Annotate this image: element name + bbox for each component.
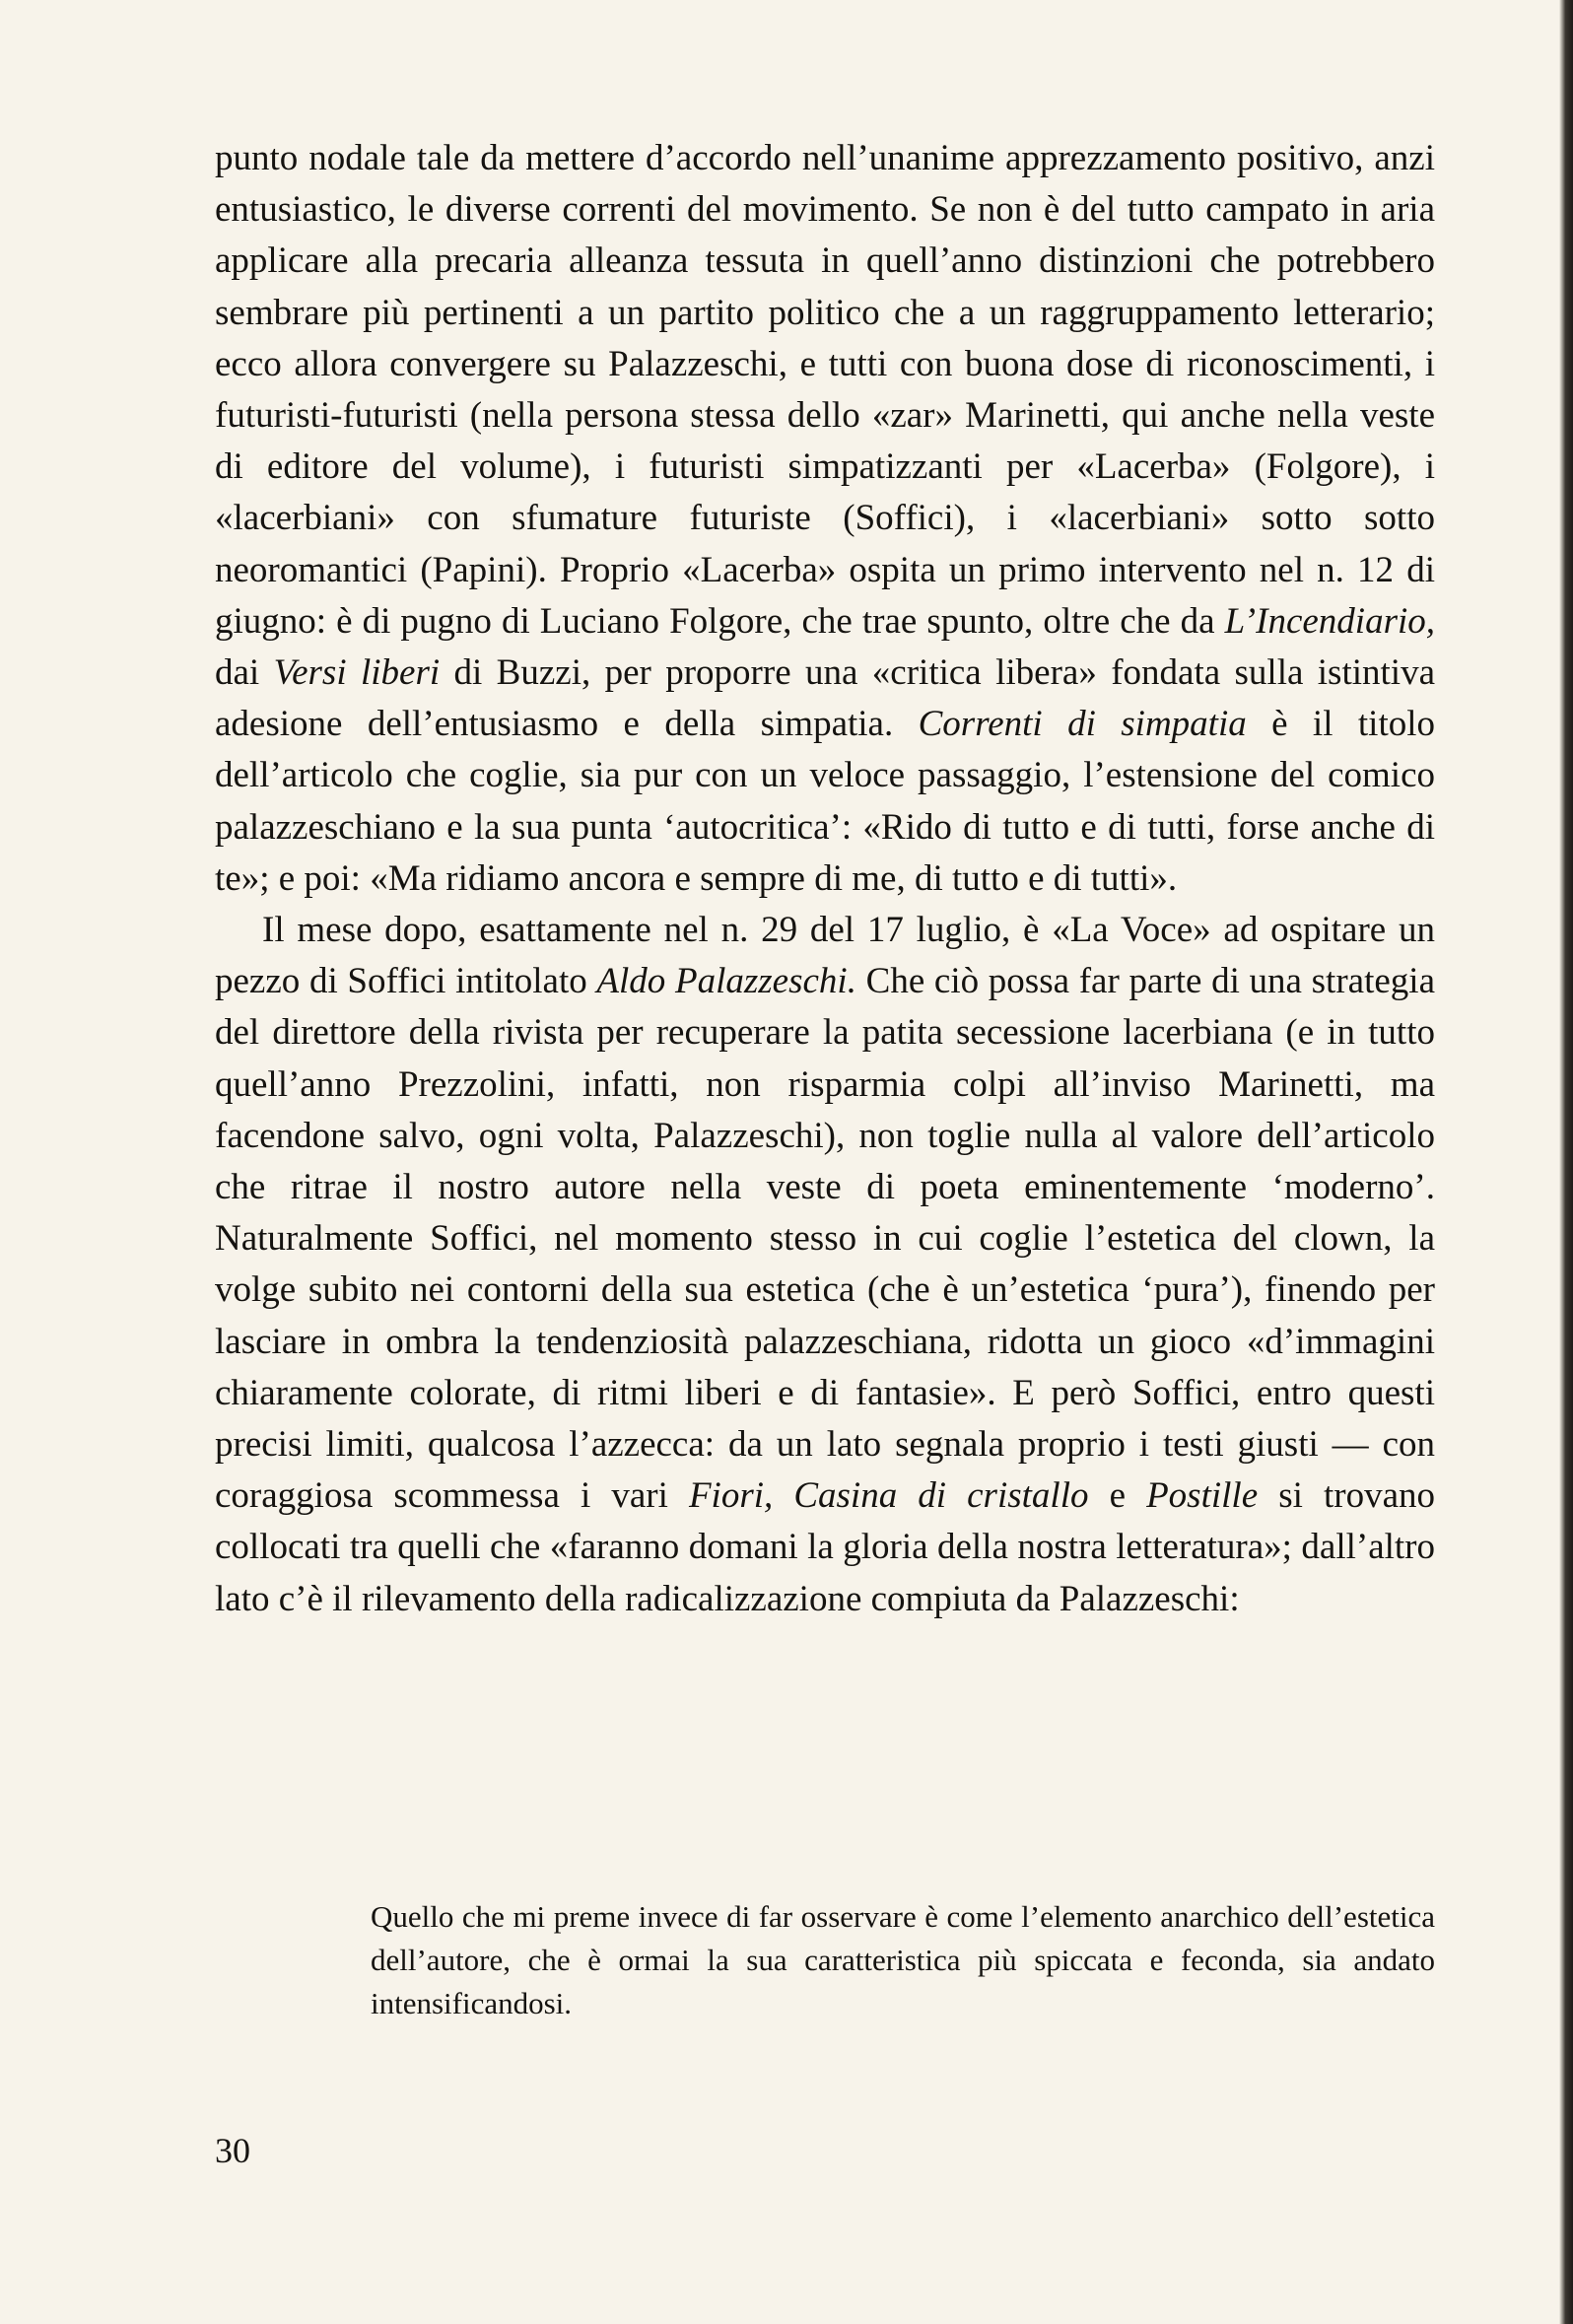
text-segment-italic: Versi liberi (273, 652, 441, 694)
text-segment: si trovano collocati tra quelli che «faranno domani la gloria della nostra letteratura»; dall’altro lato c’è il rilevamento della radicalizzazione compiuta da Palazzeschi: (215, 1475, 1435, 1619)
text-segment: e (1088, 1475, 1147, 1517)
text-segment-italic: Aldo Palazzeschi. (596, 961, 856, 1002)
paragraph-2 (215, 905, 1435, 1625)
page-number: 30 (215, 2131, 250, 2170)
body-text (215, 133, 1435, 1625)
text-segment: di Buzzi, per proporre una «critica libera» fondata sulla istintiva adesione dell’entusiasmo e della simpatia. (215, 652, 1436, 745)
text-segment: è il titolo dell’articolo che coglie, sia pur con un veloce passaggio, l’estensione del comico palazzeschiano e la sua punta ‘autocritica’: «Rido di tutto e di tutti, forse anche di te»; e poi: «Ma ridiamo ancora e sempre di me, di tutto e di tutti». (215, 704, 1436, 899)
text-segment-italic: Postille (1146, 1475, 1259, 1517)
text-segment: punto nodale tale da mettere d’accordo nell’unanime apprezzamento positivo, anzi entusiastico, le diverse correnti del movimento. Se non è del tutto campato in aria applicare alla precaria alleanza tessuta in quell’anno distinzioni che potrebbero sembrare più pertinenti a un partito politico che a un raggruppamento letterario; ecco allora convergere su Palazzeschi, e tutti con buona dose di riconoscimenti, i futuristi-futuristi (nella persona stessa dello «zar» Marinetti, qui anche nella veste di editore del volume), i futuristi simpatizzanti per «Lacerba» (Folgore), i «lacerbiani» con sfumature futuriste (Soffici), i «lacerbiani» sotto sotto neoromantici (Papini). Proprio «Lacerba» ospita un primo intervento nel n. 12 di giugno: è di pugno di Luciano Folgore, che trae spunto, oltre che da (215, 138, 1435, 642)
page-edge-shadow (1559, 0, 1573, 2324)
text-segment-italic: Correnti di simpatia (918, 704, 1247, 745)
text-segment-italic: L’Incendiario, (1224, 600, 1435, 642)
text-segment: dai (215, 652, 274, 694)
text-segment: Il mese dopo, esattamente nel n. 29 del 17 luglio, è «La Voce» ad ospitare un pezzo di Soffici intitolato (215, 910, 1435, 1002)
text-segment: Che ciò possa far parte di una strategia del direttore della rivista per recuperare la patita secessione lacerbiana (e in tutto quell’anno Prezzolini, infatti, non risparmia colpi all’inviso Marinetti, ma facendone salvo, ogni volta, Palazzeschi), non toglie nulla al valore dell’articolo che ritrae il nostro autore nella veste di poeta eminentemente ‘moderno’. Naturalmente Soffici, nel momento stesso in cui coglie l’estetica del clown, la volge subito nei contorni della sua estetica (che è un’estetica ‘pura’), finendo per lasciare in ombra la tendenziosità palazzeschiana, ridotta un gioco «d’immagini chiaramente colorate, di ritmi liberi e di fantasie». E però Soffici, entro questi precisi limiti, qualcosa l’azzecca: da un lato segnala proprio i testi giusti — con coraggiosa scommessa i vari (215, 961, 1435, 1517)
paragraph-1 (215, 133, 1435, 905)
text-segment-italic: Fiori, Casina di cristallo (688, 1475, 1089, 1517)
block-quote: Quello che mi preme invece di far osservare è come l’elemento anarchico dell’estetica dell’autore, che è ormai la sua caratteristica più spiccata e feconda, sia andato intensificandosi. (371, 1899, 1435, 2020)
